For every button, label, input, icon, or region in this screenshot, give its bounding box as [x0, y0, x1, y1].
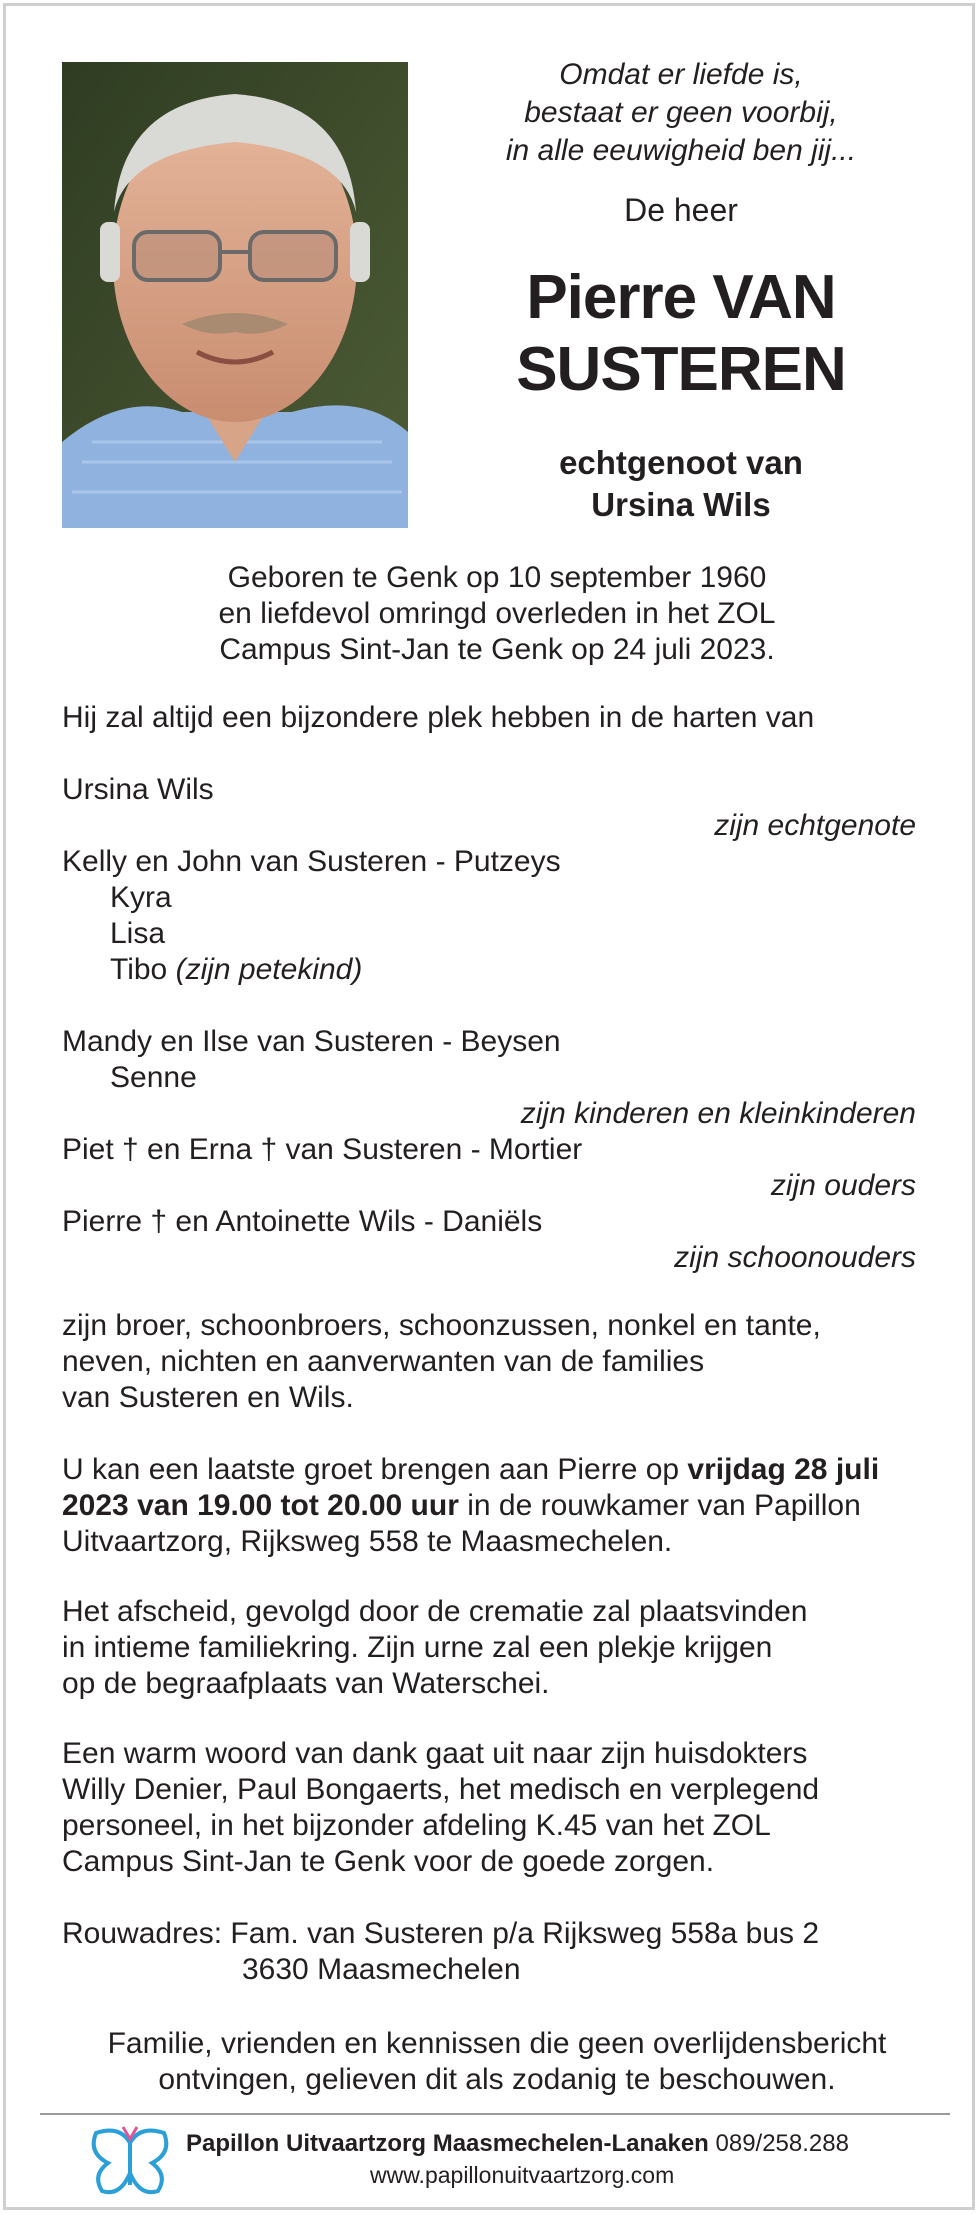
children-role: zijn kinderen en kleinkinderen	[520, 1097, 916, 1130]
visit-paragraph	[62, 1452, 942, 1560]
address-label: Rouwadres:	[62, 1917, 223, 1950]
parents: Piet † en Erna † van Susteren - Mortier	[62, 1133, 583, 1166]
in-laws: Pierre † en Antoinette Wils - Daniëls	[62, 1205, 543, 1238]
petekind-note: (zijn petekind)	[175, 953, 363, 986]
birth-death-info	[62, 560, 932, 668]
footer-company	[186, 2130, 849, 2158]
company-phone: 089/258.288	[715, 2130, 849, 2157]
parents-role: zijn ouders	[770, 1169, 916, 1202]
thanks-line: personeel, in het bijzonder afdeling K.45 van het ZOL	[62, 1809, 771, 1842]
grandchild: Kyra	[110, 881, 172, 914]
birth-line: Campus Sint-Jan te Genk op 24 juli 2023.	[219, 633, 775, 666]
visit-line: Uitvaartzorg, Rijksweg 558 te Maasmechelen.	[62, 1525, 673, 1558]
visit-time: 2023 van 19.00 tot 20.00 uur	[62, 1489, 459, 1522]
name-line: SUSTEREN	[516, 335, 846, 404]
deceased-name	[426, 262, 936, 406]
mourning-address	[62, 1916, 942, 1988]
thanks-line: Willy Denier, Paul Bongaerts, het medisch en verplegend	[62, 1773, 820, 1806]
notice-paragraph	[62, 2026, 932, 2098]
relatives-paragraph	[62, 1308, 942, 1416]
poem	[426, 56, 936, 170]
visit-date: vrijdag 28 juli	[687, 1453, 880, 1486]
butterfly-logo-icon	[90, 2123, 170, 2199]
obituary-card	[3, 3, 975, 2210]
birth-line: Geboren te Genk op 10 september 1960	[227, 561, 767, 594]
relatives-line: van Susteren en Wils.	[62, 1381, 354, 1414]
address-city: 3630 Maasmechelen	[242, 1953, 521, 1986]
in-laws-role: zijn schoonouders	[674, 1241, 916, 1274]
child-family-2: Mandy en Ilse van Susteren - Beysen	[62, 1025, 561, 1058]
title-prefix: De heer	[624, 192, 738, 228]
relatives-line: zijn broer, schoonbroers, schoonzussen, nonkel en tante,	[62, 1309, 821, 1342]
visit-text: U kan een laatste groet brengen aan Pierre op	[62, 1453, 688, 1486]
spouse-line: echtgenoot van	[559, 444, 803, 481]
grandchild-line	[110, 952, 980, 988]
relatives-line: neven, nichten en aanverwanten van de families	[62, 1345, 705, 1378]
grandchild: Lisa	[110, 917, 166, 950]
thanks-line: Campus Sint-Jan te Genk voor de goede zorgen.	[62, 1845, 715, 1878]
spouse-line: Ursina Wils	[591, 486, 771, 523]
visit-text: in de rouwkamer van Papillon	[458, 1489, 861, 1522]
farewell-line: op de begraafplaats van Waterschei.	[62, 1667, 550, 1700]
spouse-name: Ursina Wils	[62, 773, 214, 806]
name-line: Pierre VAN	[526, 263, 836, 332]
footer-divider	[40, 2113, 950, 2115]
company-name: Papillon Uitvaartzorg Maasmechelen-Lanaken	[186, 2130, 709, 2157]
thanks-line: Een warm woord van dank gaat uit naar zijn huisdokters	[62, 1737, 808, 1770]
portrait-photo	[62, 62, 408, 528]
notice-line: ontvingen, gelieven dit als zodanig te beschouwen.	[158, 2063, 836, 2096]
visit-line	[62, 1488, 942, 1524]
address-street: Fam. van Susteren p/a Rijksweg 558a bus 2	[230, 1917, 820, 1950]
thanks-paragraph	[62, 1736, 942, 1880]
family-intro: Hij zal altijd een bijzondere plek hebben in de harten van	[62, 701, 815, 734]
grandchild: Senne	[110, 1061, 197, 1094]
grandchild: Tibo	[110, 953, 168, 986]
child-family-1: Kelly en John van Susteren - Putzeys	[62, 845, 561, 878]
notice-line: Familie, vrienden en kennissen die geen overlijdensbericht	[107, 2027, 887, 2060]
spouse-heading	[426, 442, 936, 526]
poem-line: bestaat er geen voorbij,	[524, 96, 838, 129]
birth-line: en liefdevol omringd overleden in het ZOL	[218, 597, 776, 630]
poem-line: Omdat er liefde is,	[559, 58, 803, 91]
farewell-line: in intieme familiekring. Zijn urne zal een plekje krijgen	[62, 1631, 773, 1664]
address-line	[62, 1916, 942, 1952]
visit-line	[62, 1452, 942, 1488]
poem-line: in alle eeuwigheid ben jij...	[505, 134, 857, 167]
farewell-paragraph	[62, 1594, 942, 1702]
company-website[interactable]: www.papillonuitvaartzorg.com	[370, 2162, 675, 2188]
farewell-line: Het afscheid, gevolgd door de crematie zal plaatsvinden	[62, 1595, 808, 1628]
spouse-role: zijn echtgenote	[714, 809, 916, 842]
